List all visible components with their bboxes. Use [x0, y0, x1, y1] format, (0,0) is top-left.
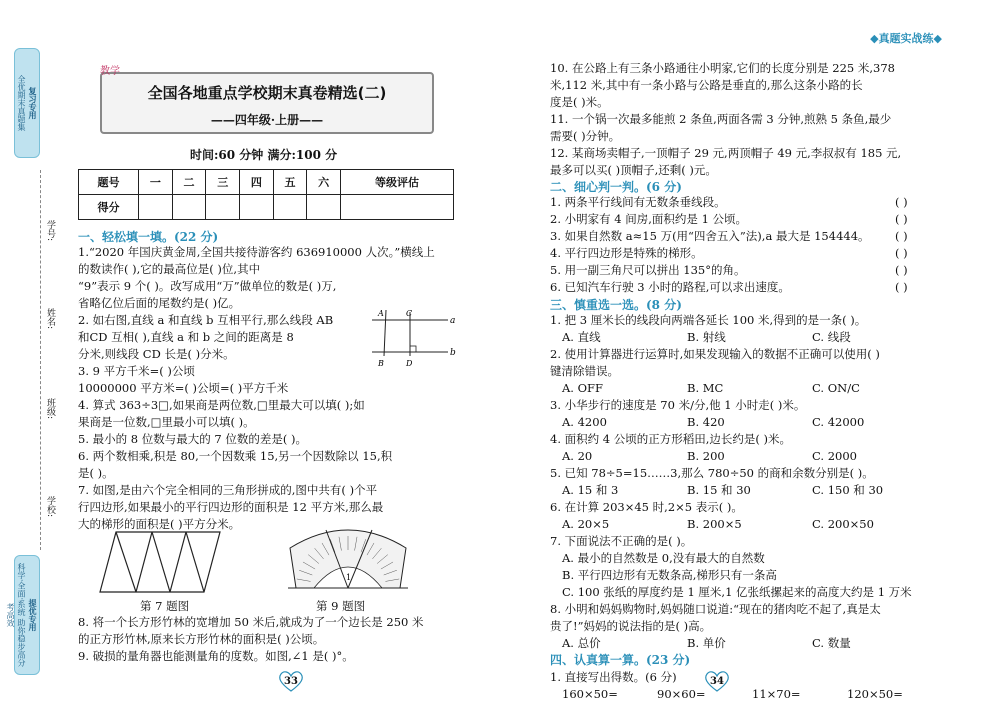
label-D: D — [406, 359, 413, 368]
side-tag-bottom-sub: 科学·全面·系统 助你稳步高分考高效 — [6, 563, 26, 667]
side-tag-top-text: 复习专用 — [28, 87, 38, 119]
label-b: b — [450, 348, 456, 358]
page-title: 全国各地重点学校期末真卷精选(二) — [147, 84, 387, 102]
question-line: 的数读作( ),它的最高位是( )位,其中 — [78, 262, 261, 276]
score-cell[interactable] — [206, 195, 240, 220]
choice-option[interactable]: B. 420 — [687, 415, 725, 429]
choice-question: 4. 面积约 4 公顷的正方形稻田,边长约是( )米。 — [550, 432, 792, 446]
calc-item[interactable]: 90×60= — [657, 687, 706, 701]
score-cell[interactable] — [240, 195, 274, 220]
judge-item — [550, 194, 930, 211]
question-line: 6. 两个数相乘,积是 80,一个因数乘 15,另一个因数除以 15,积 — [78, 449, 393, 463]
judge-answer-blank[interactable]: ( ) — [895, 246, 908, 260]
title-box — [100, 66, 434, 134]
score-cell[interactable] — [139, 195, 173, 220]
question-line: 4. 算式 363÷3□,如果商是两位数,□里最大可以填( );如 — [78, 398, 365, 412]
question-line: 2. 如右图,直线 a 和直线 b 互相平行,那么线段 AB — [78, 313, 334, 327]
score-header-row — [79, 170, 454, 195]
calc-item[interactable]: 120×50= — [847, 687, 903, 701]
choice-options — [550, 448, 950, 465]
choice-question: 8. 小明和妈妈购物时,妈妈随口说道:“现在的猪肉吃不起了,真是太 — [550, 602, 881, 616]
score-cell[interactable] — [273, 195, 307, 220]
field-xuehao: 学号: — [45, 220, 55, 242]
score-cell[interactable] — [307, 195, 341, 220]
score-header: 题号 — [79, 170, 139, 195]
question-line: 省略亿位后面的尾数约是( )亿。 — [78, 296, 241, 310]
label-A: A — [378, 309, 384, 318]
score-row — [79, 195, 454, 220]
question-line: 1.“2020 年国庆黄金周,全国共接待游客约 636910000 人次。”横线上 — [78, 245, 435, 259]
judge-text: 1. 两条平行线间有无数条垂线段。 — [550, 195, 726, 209]
judge-text: 3. 如果自然数 a≈15 万(用“四舍五入”法),a 最大是 154444。 — [550, 229, 870, 243]
choice-options — [550, 482, 950, 499]
label-B: B — [378, 359, 384, 368]
choice-options — [550, 329, 950, 346]
calc-title: 1. 直接写出得数。(6 分) — [550, 670, 677, 684]
score-row-label: 得分 — [79, 195, 139, 220]
judge-answer-blank[interactable]: ( ) — [895, 280, 908, 294]
field-banji: 班级: — [45, 398, 55, 420]
question-line: 10. 在公路上有三条小路通往小明家,它们的长度分别是 225 米,378 — [550, 61, 895, 75]
choice-option[interactable]: C. 数量 — [812, 636, 851, 650]
choice-question: 1. 把 3 厘米长的线段向两端各延长 100 米,得到的是一条( )。 — [550, 313, 867, 327]
judge-text: 6. 已知汽车行驶 3 小时的路程,可以求出速度。 — [550, 280, 790, 294]
score-header: 六 — [307, 170, 341, 195]
cut-line — [40, 170, 41, 550]
subject-tag: 教学 — [100, 66, 120, 77]
choice-question: 2. 使用计算器进行运算时,如果发现输入的数据不正确可以使用( ) — [550, 347, 880, 361]
question-line: 大的梯形的面积是( )平方分米。 — [78, 517, 241, 531]
judge-list — [550, 194, 930, 296]
calc-item[interactable]: 160×50= — [562, 687, 618, 701]
right-questions-1 — [550, 60, 950, 179]
choice-options — [550, 516, 950, 533]
field-xingming: 姓名: — [45, 308, 55, 330]
choice-option[interactable]: C. 2000 — [812, 449, 857, 463]
section-2-title: 二、细心判一判。(6 分) — [550, 180, 682, 194]
page-number-left: 33 — [284, 676, 298, 687]
choice-option[interactable]: C. 200×50 — [812, 517, 874, 531]
page-subtitle: ——四年级·上册—— — [210, 113, 324, 127]
section-banner: ◆真题实战练◆ — [870, 32, 942, 45]
question-line: 米,112 米,其中有一条小路与公路是垂直的,那么这条小路的长 — [550, 78, 863, 92]
judge-item — [550, 211, 930, 228]
choice-option[interactable]: C. ON/C — [812, 381, 860, 395]
question-line: 3. 9 平方千米=( )公顷 — [78, 364, 195, 378]
side-tag-top-sub: 全优期末真题集 — [17, 75, 26, 131]
judge-answer-blank[interactable]: ( ) — [895, 263, 908, 277]
fig7-caption: 第 7 题图 — [140, 599, 190, 613]
protractor-figure — [286, 518, 410, 598]
choice-list — [550, 312, 950, 703]
choice-option[interactable]: C. 150 和 30 — [812, 483, 884, 497]
question-line: 10000000 平方米=( )公顷=( )平方千米 — [78, 381, 289, 395]
section-3-title: 三、慎重选一选。(8 分) — [550, 298, 682, 312]
choice-option[interactable]: A. 最小的自然数是 0,没有最大的自然数 — [562, 551, 765, 565]
question-line: 9. 破损的量角器也能测量角的度数。如图,∠1 是( )°。 — [78, 649, 354, 663]
question-line: 最多可以买( )顶帽子,还剩( )元。 — [550, 163, 717, 177]
field-xuexiao: 学校: — [45, 496, 55, 518]
label-a: a — [450, 316, 456, 326]
choice-option[interactable]: A. 15 和 3 — [562, 483, 619, 497]
choice-option[interactable]: B. 200 — [687, 449, 725, 463]
calc-item[interactable]: 11×70= — [752, 687, 801, 701]
score-cell[interactable] — [340, 195, 453, 220]
score-header: 四 — [240, 170, 274, 195]
question-line: 行四边形,如果最小的平行四边形的面积是 12 平方米,那么最 — [78, 500, 384, 514]
question-line: 7. 如图,是由六个完全相同的三角形拼成的,图中共有( )个平 — [78, 483, 378, 497]
choice-option[interactable]: B. 单价 — [687, 636, 726, 650]
triangles-figure — [96, 528, 236, 596]
choice-option[interactable]: A. 直线 — [562, 330, 601, 344]
question-line: 是( )。 — [78, 466, 114, 480]
choice-option[interactable]: B. 200×5 — [687, 517, 742, 531]
judge-answer-blank[interactable]: ( ) — [895, 195, 908, 209]
left-questions-2 — [78, 614, 468, 665]
angle-label: 1 — [346, 573, 352, 582]
choice-options — [550, 414, 950, 431]
section-4-title: 四、认真算一算。(23 分) — [550, 653, 691, 667]
side-tag-top — [14, 48, 40, 158]
choice-option[interactable]: B. 15 和 30 — [687, 483, 751, 497]
question-line: 度是( )米。 — [550, 95, 609, 109]
choice-option[interactable]: A. 总价 — [562, 636, 601, 650]
choice-option[interactable]: A. 4200 — [562, 415, 607, 429]
choice-options — [550, 380, 950, 397]
choice-option[interactable]: B. 射线 — [687, 330, 726, 344]
choice-option[interactable]: B. 平行四边形有无数条高,梯形只有一条高 — [562, 568, 777, 582]
score-header: 二 — [172, 170, 206, 195]
page-number-right: 34 — [710, 676, 724, 687]
fig9-caption: 第 9 题图 — [316, 599, 366, 613]
question-line: 需要( )分钟。 — [550, 129, 621, 143]
question-line: 11. 一个锅一次最多能煎 2 条鱼,两面各需 3 分钟,煎熟 5 条鱼,最少 — [550, 112, 892, 126]
choice-question: 键清除错误。 — [550, 364, 619, 378]
judge-answer-blank[interactable]: ( ) — [895, 212, 908, 226]
judge-answer-blank[interactable]: ( ) — [895, 229, 908, 243]
choice-question: 7. 下面说法不正确的是( )。 — [550, 534, 693, 548]
question-line: 果商是一位数,□里最小可以填( )。 — [78, 415, 255, 429]
question-line: 5. 最小的 8 位数与最大的 7 位数的差是( )。 — [78, 432, 308, 446]
section-1-title: 一、轻松填一填。(22 分) — [78, 230, 219, 244]
choice-question: 5. 已知 78÷5=15……3,那么 780÷50 的商和余数分别是( )。 — [550, 466, 874, 480]
score-header: 等级评估 — [340, 170, 453, 195]
score-header: 五 — [273, 170, 307, 195]
judge-text: 4. 平行四边形是特殊的梯形。 — [550, 246, 703, 260]
choice-option[interactable]: B. MC — [687, 381, 724, 395]
choice-options — [550, 635, 950, 652]
choice-option[interactable]: A. 20 — [562, 449, 593, 463]
calc-row — [550, 686, 950, 703]
judge-item — [550, 279, 930, 296]
score-table — [78, 169, 454, 220]
question-line: 12. 某商场卖帽子,一顶帽子 29 元,两顶帽子 49 元,李叔叔有 185 元, — [550, 146, 902, 160]
choice-question: 贵了!”妈妈的说法指的是( )高。 — [550, 619, 712, 633]
choice-option[interactable]: C. 42000 — [812, 415, 865, 429]
parallel-lines-figure — [370, 308, 458, 368]
question-line: 和CD 互相( ),直线 a 和 b 之间的距离是 8 — [78, 330, 294, 344]
choice-option[interactable]: A. 20×5 — [562, 517, 610, 531]
score-cell[interactable] — [172, 195, 206, 220]
question-line: 的正方形竹林,原来长方形竹林的面积是( )公顷。 — [78, 632, 325, 646]
left-questions — [78, 244, 458, 533]
label-C: C — [406, 309, 413, 318]
side-tag-bottom — [6, 555, 40, 675]
judge-item — [550, 262, 930, 279]
judge-text: 2. 小明家有 4 间房,面积约是 1 公顷。 — [550, 212, 748, 226]
score-header: 三 — [206, 170, 240, 195]
question-line: 8. 将一个长方形竹林的宽增加 50 米后,就成为了一个边长是 250 米 — [78, 615, 424, 629]
side-tag-bottom-text: 提优专用 — [28, 599, 38, 631]
judge-item — [550, 228, 930, 245]
judge-item — [550, 245, 930, 262]
choice-question: 6. 在计算 203×45 时,2×5 表示( )。 — [550, 500, 743, 514]
choice-option[interactable]: C. 线段 — [812, 330, 851, 344]
question-line: “9”表示 9 个( )。改写成用“万”做单位的数是( )万, — [78, 279, 337, 293]
question-line: 分米,则线段 CD 长是( )分米。 — [78, 347, 235, 361]
score-header: 一 — [139, 170, 173, 195]
judge-text: 5. 用一副三角尺可以拼出 135°的角。 — [550, 263, 746, 277]
side-strip — [6, 40, 55, 680]
exam-time: 时间:60 分钟 满分:100 分 — [190, 148, 338, 162]
choice-question: 3. 小华步行的速度是 70 米/分,他 1 小时走( )米。 — [550, 398, 806, 412]
choice-option[interactable]: C. 100 张纸的厚度约是 1 厘米,1 亿张纸摞起来的高度大约是 1 万米 — [562, 585, 912, 599]
choice-option[interactable]: A. OFF — [562, 381, 604, 395]
